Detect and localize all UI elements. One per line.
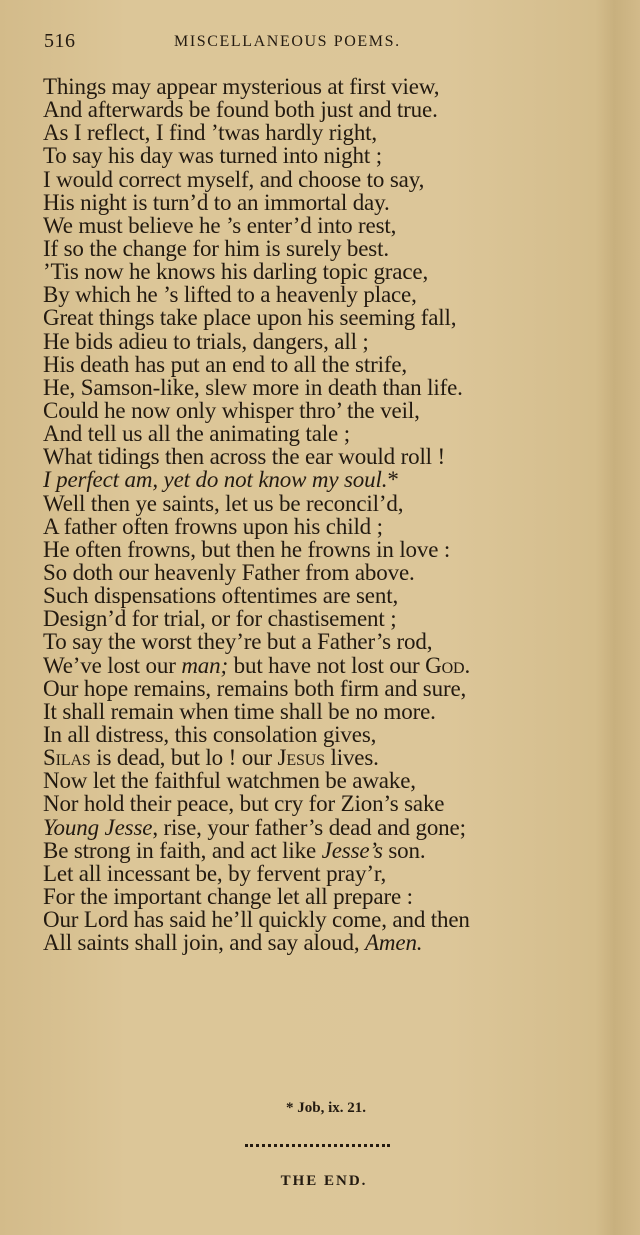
poem-line-segment: Design’d for trial, or for chastisement ; [43, 606, 397, 632]
poem-line [43, 214, 623, 237]
poem-line [43, 330, 623, 353]
poem-line-segment: Things may appear mysterious at first view, [43, 74, 440, 99]
poem-line-segment: God [425, 652, 465, 678]
poem-line [43, 422, 623, 445]
poem-line [43, 792, 623, 815]
poem-line [43, 468, 623, 491]
poem-line-segment: To say his day was turned into night ; [43, 143, 382, 169]
poem-line-segment: Well then ye saints, let us be reconcil’d, [43, 490, 404, 516]
poem-line [43, 144, 623, 167]
poem-line [43, 353, 623, 376]
poem-line [43, 121, 623, 144]
footnote: * Job, ix. 21. [285, 1100, 366, 1116]
poem-line-segment: I perfect am, yet do not know my soul. [43, 467, 388, 493]
poem-line-segment: but have not lost our [228, 652, 426, 678]
poem-line-segment: Let all incessant be, by fervent pray’r, [43, 860, 387, 886]
poem-line-segment: He bids adieu to trials, dangers, all ; [43, 328, 369, 354]
poem-line [43, 168, 623, 191]
poem-line [43, 260, 623, 283]
poem-line-segment: His night is turn’d to an immortal day. [43, 189, 390, 215]
dotted-divider [245, 1140, 390, 1147]
poem-line-segment: son. [382, 837, 426, 863]
poem-line-segment: By which he ’s lifted to a heavenly place, [43, 282, 417, 308]
poem-line-segment: Amen. [365, 930, 423, 956]
poem-line-segment: ’Tis now he knows his darling topic grace, [43, 259, 429, 285]
poem-line-segment: As I reflect, I find ’twas hardly right, [43, 120, 378, 146]
poem-line-segment: is dead, but lo ! our [90, 745, 278, 771]
poem-line-segment: What tidings then across the ear would roll ! [43, 444, 446, 470]
closing-text: THE END. [280, 1173, 368, 1189]
poem-line [43, 700, 623, 723]
poem-line [43, 376, 623, 399]
page-header [44, 30, 544, 60]
poem-line-segment: I would correct myself, and choose to say, [43, 166, 425, 192]
poem-line-segment: Silas [43, 745, 91, 771]
poem-line-segment: Nor hold their peace, but cry for Zion’s sake [43, 791, 445, 817]
poem-line [43, 839, 623, 862]
poem-line-segment: To say the worst they’re but a Father’s rod, [43, 629, 433, 655]
poem-line-segment: lives. [324, 745, 379, 771]
poem-line-segment: His death has put an end to all the strife, [43, 351, 408, 377]
poem-line [43, 931, 623, 954]
poem-line [43, 492, 623, 515]
poem-line [43, 816, 623, 839]
poem-line [43, 723, 623, 746]
poem-line [43, 515, 623, 538]
poem-line-segment: Young Jesse [43, 814, 153, 840]
poem-line-segment: We’ve lost our [43, 652, 182, 678]
poem-line-segment: man; [181, 652, 229, 678]
poem-body [43, 75, 623, 954]
poem-line [43, 607, 623, 630]
poem-line [43, 399, 623, 422]
poem-line [43, 191, 623, 214]
poem-line [43, 654, 623, 677]
poem-line [43, 885, 623, 908]
poem-line-segment: , rise, your father’s dead and gone; [152, 814, 466, 840]
poem-line-segment: We must believe he ’s enter’d into rest, [43, 212, 397, 238]
poem-line-segment: It shall remain when time shall be no more. [43, 698, 436, 724]
poem-line-segment: In all distress, this consolation gives, [43, 721, 377, 747]
poem-line [43, 445, 623, 468]
poem-line [43, 283, 623, 306]
poem-line-segment: So doth our heavenly Father from above. [43, 559, 415, 585]
poem-line-segment: Jesus [277, 745, 325, 771]
poem-line [43, 584, 623, 607]
poem-line-segment: Our Lord has said he’ll quickly come, and then [43, 907, 470, 933]
poem-line [43, 98, 623, 121]
poem-line-segment: A father often frowns upon his child ; [43, 513, 383, 539]
poem-line [43, 630, 623, 653]
poem-line-segment: And afterwards be found both just and true. [43, 97, 438, 123]
poem-line-segment: Such dispensations oftentimes are sent, [43, 583, 399, 609]
poem-line [43, 75, 623, 98]
poem-line-segment: * [387, 467, 399, 493]
poem-line-segment: Be strong in faith, and act like [43, 837, 322, 863]
poem-line-segment: If so the change for him is surely best. [43, 235, 389, 261]
running-title: MISCELLANEOUS POEMS. [174, 33, 401, 50]
poem-line-segment: All saints shall join, and say aloud, [43, 930, 366, 956]
poem-line [43, 908, 623, 931]
poem-line [43, 746, 623, 769]
poem-line [43, 306, 623, 329]
poem-line [43, 561, 623, 584]
poem-line-segment: And tell us all the animating tale ; [43, 421, 350, 447]
poem-line-segment: Now let the faithful watchmen be awake, [43, 768, 416, 794]
poem-line-segment: . [464, 652, 471, 678]
poem-line [43, 769, 623, 792]
poem-line-segment: Great things take place upon his seeming fall, [43, 305, 457, 331]
poem-line-segment: He, Samson-like, slew more in death than life. [43, 374, 463, 400]
poem-line-segment: Could he now only whisper thro’ the veil, [43, 397, 420, 423]
poem-line [43, 677, 623, 700]
page-number: 516 [44, 30, 76, 52]
poem-line-segment: For the important change let all prepare : [43, 883, 413, 909]
poem-line-segment: Jesse’s [321, 837, 383, 863]
poem-line [43, 862, 623, 885]
poem-line-segment: Our hope remains, remains both firm and sure, [43, 675, 467, 701]
poem-line [43, 237, 623, 260]
poem-line-segment: He often frowns, but then he frowns in love : [43, 536, 451, 562]
poem-line [43, 538, 623, 561]
